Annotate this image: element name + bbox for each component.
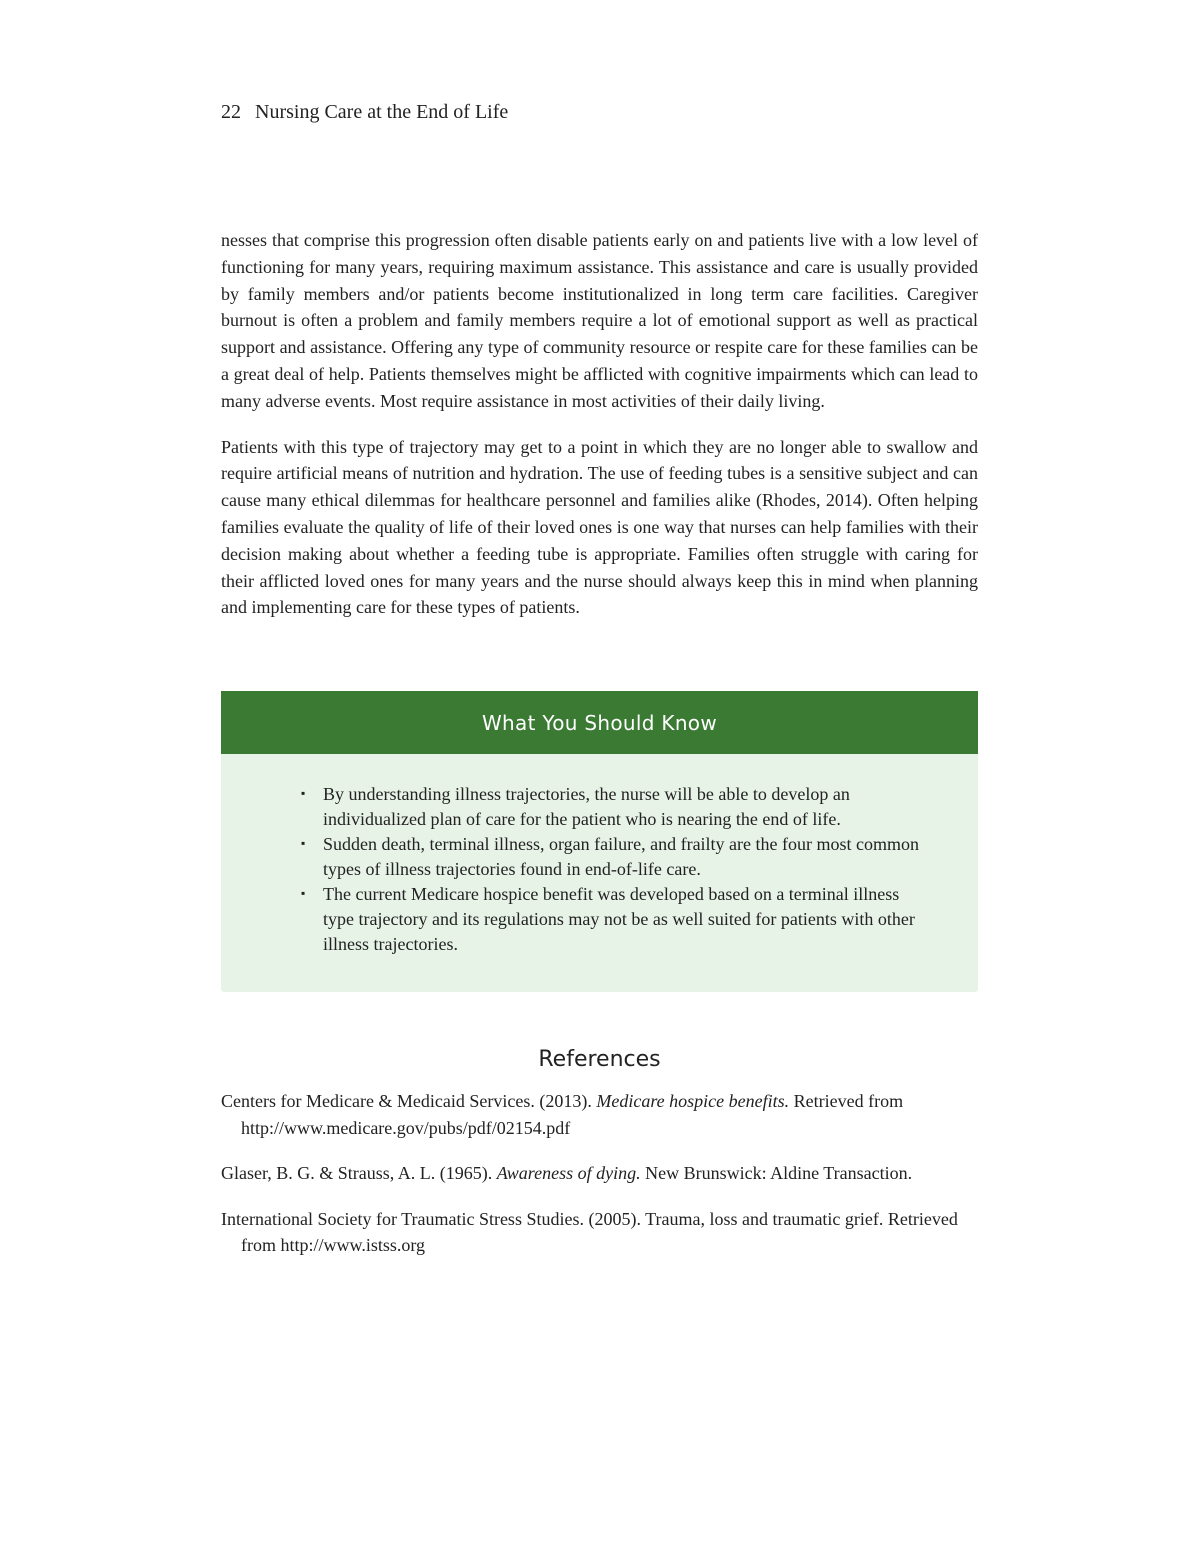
know-box-title: What You Should Know bbox=[221, 691, 978, 754]
reference-entry bbox=[221, 1206, 978, 1259]
reference-text: Retrieved from http://www.medicare.gov/pubs/pdf/02154.pdf bbox=[241, 1091, 904, 1138]
what-you-should-know-box bbox=[221, 691, 978, 992]
reference-text: Centers for Medicare & Medicaid Services. (2013). bbox=[221, 1091, 597, 1111]
reference-entry bbox=[221, 1160, 978, 1187]
body-paragraph: nesses that comprise this progression often disable patients early on and patients live with a low level of functioning for many years, requiring maximum assistance. This assistance and care is usually provided by family members and/or patients become institutionalized in long term care facilities. Caregiver burnout is often a problem and family members require a lot of emotional support as well as practical support and assistance. Offering any type of community resource or respite care for these families can be a great deal of help. Patients themselves might be afflicted with cognitive impairments which can lead to many adverse events. Most require assistance in most activities of their daily living. bbox=[221, 230, 978, 411]
running-title: Nursing Care at the End of Life bbox=[255, 101, 509, 123]
reference-text: New Brunswick: Aldine Transaction. bbox=[640, 1163, 913, 1183]
know-box-item: ▪ The current Medicare hospice benefit was developed based on a terminal illness type trajectory and its regulations may not be as well suited for patients with other illness trajectories. bbox=[301, 882, 921, 957]
reference-text: International Society for Traumatic Stress Studies. (2005). Trauma, loss and traumatic grief. Retrieved from http://www.istss.org bbox=[221, 1208, 958, 1255]
know-box-item: ▪ By understanding illness trajectories, the nurse will be able to develop an individualized plan of care for the patient who is nearing the end of life. bbox=[301, 782, 921, 832]
reference-text: Glaser, B. G. & Strauss, A. L. (1965). bbox=[221, 1163, 497, 1183]
know-box-list bbox=[301, 782, 921, 957]
body-paragraph: Patients with this type of trajectory may get to a point in which they are no longer able to swallow and require artificial means of nutrition and hydration. The use of feeding tubes is a sensitive subject and can cause many ethical dilemmas for healthcare personnel and families alike (Rhodes, 2014). Often helping families evaluate the quality of life of their loved ones is one way that nurses can help families with their decision making about whether a feeding tube is appropriate. Families often struggle with caring for their afflicted loved ones for many years and the nurse should always keep this in mind when planning and implementing care for these types of patients. bbox=[221, 436, 978, 618]
references-heading: References bbox=[538, 1047, 661, 1072]
running-head bbox=[221, 101, 508, 124]
know-box-item: ▪ Sudden death, terminal illness, organ failure, and frailty are the four most common types of illness trajectories found in end-of-life care. bbox=[301, 832, 921, 882]
body-text bbox=[221, 227, 978, 640]
reference-entry bbox=[221, 1088, 978, 1141]
reference-title: Awareness of dying. bbox=[496, 1163, 641, 1183]
page-number: 22 bbox=[221, 101, 241, 123]
reference-title: Medicare hospice benefits. bbox=[596, 1091, 790, 1111]
references-list bbox=[221, 1088, 978, 1278]
